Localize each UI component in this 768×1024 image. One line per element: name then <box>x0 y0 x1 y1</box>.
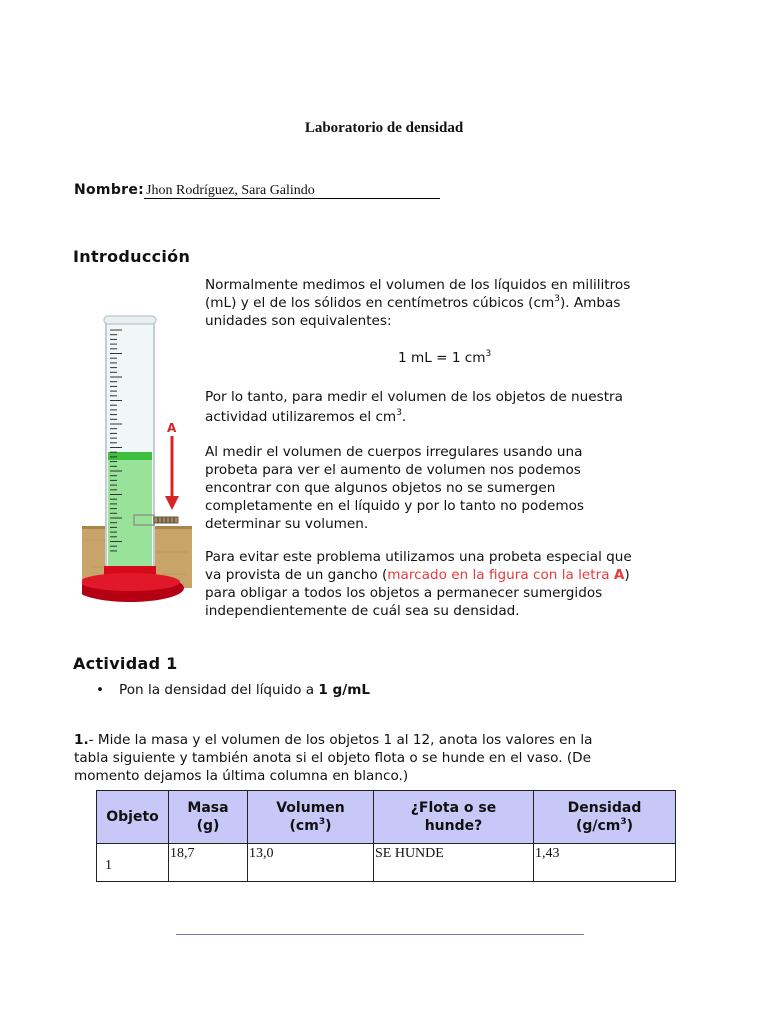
name-label: Nombre: <box>74 182 145 198</box>
intro-paragraph-3: Al medir el volumen de cuerpos irregulares usando una probeta para ver el aumento de volumen nos podemos encontrar con que algunos objetos no se sumergen completamente en el líquido y por lo tanto no podemos determinar su volumen. <box>205 444 585 532</box>
bullet-dot: • <box>96 682 105 698</box>
intro-paragraph-4: Para evitar este problema utilizamos una probeta especial que va provista de un gancho (marcado en la figura con la letra A) para obligar a todos los objetos a permanecer sumergidos independientemente de cuál sea su densidad. <box>205 549 632 619</box>
header-flota: ¿Flota o se hunde? <box>374 791 534 844</box>
header-objeto: Objeto <box>97 791 169 844</box>
intro-paragraph-2: Por lo tanto, para medir el volumen de los objetos de nuestra actividad utilizaremos el $cm^3$. <box>205 389 623 425</box>
cell-objeto: 1 <box>97 844 169 882</box>
name-value: Jhon Rodríguez, Sara Galindo <box>144 183 440 199</box>
cell-volumen: 13,0 <box>248 844 374 882</box>
document-title: Laboratorio de densidad <box>304 120 464 136</box>
name-line <box>74 182 440 199</box>
header-volumen: Volumen $(cm^3)$ <box>248 791 374 844</box>
header-densidad: Densidad $(g/cm^3)$ <box>534 791 676 844</box>
header-masa: Masa (g) <box>169 791 248 844</box>
step-1-instructions: 1.- Mide la masa y el volumen de los objetos 1 al 12, anota los valores en la tabla siguiente y también anota si el objeto flota o se hunde en el vaso. (De momento dejamos la última columna en blanco.) <box>74 732 593 784</box>
figure-label-a: A <box>167 421 177 435</box>
intro-heading: Introducción <box>73 247 191 266</box>
data-table <box>96 790 676 882</box>
table-row <box>97 844 676 882</box>
bullet-item: • Pon la densidad del líquido a 1 g/mL <box>96 682 371 698</box>
table-header-row <box>97 791 676 844</box>
graduated-cylinder-figure <box>82 312 192 604</box>
cell-densidad: 1,43 <box>534 844 676 882</box>
cell-masa: 18,7 <box>169 844 248 882</box>
intro-paragraph-1: Normalmente medimos el volumen de los líquidos en mililitros (mL) y el de los sólidos en centímetros cúbicos $(cm^3)$. Ambas unidades son equivalentes: <box>205 277 631 329</box>
equivalence-equation: 1 mL = 1 $cm^3$ <box>398 349 492 366</box>
activity-heading: Actividad 1 <box>73 654 178 673</box>
cell-flota: SE HUNDE <box>374 844 534 882</box>
footer-divider <box>176 934 584 935</box>
